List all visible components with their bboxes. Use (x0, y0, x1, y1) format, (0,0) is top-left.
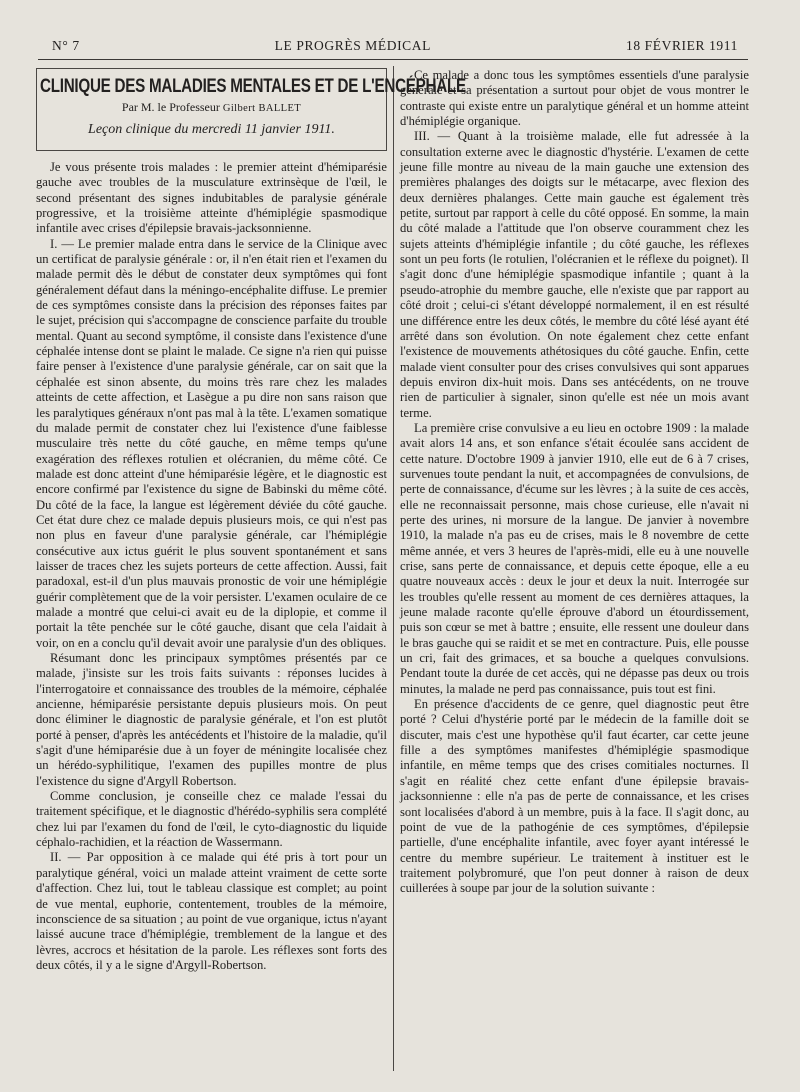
paragraph-case-1-conclusion: Comme conclusion, je conseille chez ce malade l'essai du traitement spécifique, et le diagnostic d'hérédo-syphilis sera complété chez lui par l'examen du fond de l'œil, le cyto-diagnostic du liquide céphalo-rachidien, et la réaction de Wassermann. (36, 789, 387, 850)
article-author (40, 100, 383, 116)
journal-title: LE PROGRÈS MÉDICAL (274, 38, 431, 53)
article-title: CLINIQUE DES MALADIES MENTALES ET DE L'ENCÉPHALE (40, 75, 466, 97)
paragraph-case-2-summary: Ce malade a donc tous les symptômes essentiels d'une paralysie générale et sa présentation a surtout pour objet de vous montrer le contraste qui existe entre un paralytique général et un homme atteint d'hémiplégie organique. (400, 68, 749, 129)
running-header (52, 38, 738, 56)
paragraph-case-2: II. — Par opposition à ce malade qui été pris à tort pour un paralytique général, voici un malade atteint vraiment de cette sorte d'affection. Chez lui, tout le tableau classique est complet; au point de vue mental, euphorie, contentement, troubles de la mémoire, inconscience de sa situation ; au point de vue organique, ictus n'ayant laissé aucune trace d'hémiplégie, tremblement de la langue et des lèvres, accrocs et hésitation de la parole. Les réflexes sont forts des deux côtés, il y a le signe d'Argyll-Robertson. (36, 850, 387, 972)
paragraph-case-3-diagnosis: En présence d'accidents de ce genre, quel diagnostic peut être porté ? Celui d'hystérie porté par le médecin de la famille doit se discuter, mais c'est une hypothèse qu'il faut écarter, car cette jeune fille a des symptômes manifestes d'hémiplégie spasmodique infantile, en même temps que des crises comitiales nocturnes. Il s'agit en réalité chez cette enfant d'une épilepsie bravais-jacksonnienne : elle n'a pas de perte de connaissance, et les crises sont localisées d'abord à un membre, puis à la face. Il s'agit donc, au point de vue de la pathogénie de ces symptômes, d'épilepsie partielle, d'une encéphalite infantile, avec foyer ayant intéressé le centre du membre supérieur. Le traitement à instituer est le traitement polybromuré, que l'on peut donner à raison de deux cuillerées à soupe par jour de la solution suivante : (400, 697, 749, 896)
right-column (400, 68, 749, 1083)
paragraph-intro: Je vous présente trois malades : le premier atteint d'hémiparésie gauche avec troubles de la musculature extrinsèque de l'œil, le second présentant des signes indubitables de paralysie générale progressive, et la troisième atteinte d'hémiplégie spasmodique infantile avec crises d'épilepsie bravais-jacksonnienne. (36, 160, 387, 236)
left-column (36, 68, 466, 1083)
article-title-box (36, 68, 466, 151)
left-column-flow (36, 160, 387, 973)
author-prefix: Par M. le Professeur (121, 100, 220, 114)
paragraph-case-1-summary: Résumant donc les principaux symptômes présentés par ce malade, j'insiste sur les trois faits suivants : réponses lucides à l'interrogatoire et connaissance des troubles de la mémoire, céphalée ancienne, hémiparésie persistante depuis plusieurs mois. On peut donc éliminer le diagnostic de paralysie générale, et l'on est plutôt porté à penser, d'après les antécédents et l'histoire de la maladie, qu'il s'agit d'une hémiparésie due à un foyer de méningite localisée chez un hérédo-syphilitique, l'examen des pupilles montre de plus l'existence du signe d'Argyll Robertson. (36, 651, 387, 788)
author-name: Gilbert BALLET (222, 103, 302, 114)
lecture-date: Leçon clinique du mercredi 11 janvier 1911. (88, 122, 335, 137)
issue-number: N° 7 (52, 38, 80, 53)
column-rule (393, 66, 394, 1071)
issue-date: 18 FÉVRIER 1911 (625, 38, 738, 53)
paragraph-case-3: III. — Quant à la troisième malade, elle fut adressée à la consultation externe avec le diagnostic d'hystérie. L'examen de cette jeune fille montre au niveau de la main gauche une extension des premières phalanges des doigts sur le métacarpe, avec flexion des deux dernières phalanges. Cette main gauche est également très petite, surtout par rapport à celle du côté opposé. En somme, la main du côté malade a l'attitude que l'on observe couramment chez les sujets atteints d'hémiplégie infantile ; du côté gauche, les réflexes sont un peu forts (le rotulien, l'olécranien et le réflexe du poignet). Il s'agit donc d'une hémiplégie spasmodique infantile ; quant à la pseudo-atrophie du membre gauche, elle n'existe que par rapport au côté droit ; celui-ci s'étant développé normalement, il en est résulté une différence entre les deux côtés, le membre du côté lésé ayant été arrêté dans son évolution. On note également chez cette enfant l'existence de mouvements athétosiques du côté gauche. Enfin, cette malade vient consulter pour des crises convulsives qui sont apparues depuis environ dix-huit mois. Dans ses antécédents, on ne trouve rien de particulier à signaler, sinon qu'elle est née un mois avant terme. (400, 129, 749, 420)
paragraph-case-3-crises: La première crise convulsive a eu lieu en octobre 1909 : la malade avait alors 14 ans, et son enfance s'était écoulée sans accident de cette nature. D'octobre 1909 à janvier 1910, elle eut de 6 à 7 crises, survenues toute pendant la nuit, et accompagnées de convulsions, de perte de connaissance, d'écume sur les lèvres ; à la suite de ces accès, elle ne reconnaissait personne, mais chose curieuse, elle n'avait ni perte des urines, ni morsure de la langue. De janvier à novembre 1910, la malade n'a pas eu de crises, mais le 8 novembre de cette même année, et vers 3 heures de l'après-midi, elle eu à une nouvelle crise, sans perte de connaissance, et depuis cette époque, elle a eu quatre nouveaux accès : deux le jour et deux la nuit. Interrogée sur les troubles qu'elle ressent au moment de ces dernières attaques, la jeune malade raconte qu'elle éprouve d'abord un étourdissement, puis son cœur se met à battre ; ensuite, elle ressent une douleur dans le bras gauche qui se raidit et se met en contracture. Puis, elle pousse un cri, fait des grimaces, et sa bouche a quelques convulsions. Pendant toute la durée de cet accès, qui ne dépasse pas deux ou trois minutes, la malade ne perd pas connaissance, puis tout est fini. (400, 420, 749, 696)
header-rule (38, 59, 748, 60)
paragraph-case-1: I. — Le premier malade entra dans le service de la Clinique avec un certificat de paralysie générale : or, il n'en était rien et l'examen du malade permit dès le début de constater deux symptômes qui font généralement défaut dans la méningo-encéphalite diffuse. Le premier de ces symptômes consiste dans la précision des réponses faites par le sujet, précision qui s'accompagne de conscience parfaite du trouble mental. Quant au second symptôme, il consiste dans l'existence d'une céphalée intense dont se plaint le malade. Ce signe n'a rien qui puisse faire penser à l'existence d'une paralysie générale, car on sait que la céphalée est sinon absente, du moins très rare chez les malades atteints de cette affection, et Lasègue a pu dire non sans raison que les paralytiques généraux n'ont pas mal à la tête. L'examen somatique du malade permit de constater chez lui l'existence d'une faiblesse musculaire très nette du côté gauche, en même temps qu'une exagération des réflexes rotulien et olécranien, du même côté. Ce malade est donc atteint d'une hémiparésie légère, et le diagnostic est encore confirmé par l'existence du signe de Babinski du même côté. Du côté de la face, la langue est légèrement déviée du côté gauche. Cet état dure chez ce malade depuis plusieurs mois, ce qui n'est pas non plus en faveur d'une paralysie générale, car l'hémiplégie consécutive aux ictus guérit le plus souvent spontanément et sans laisser de traces chez les sujets porteurs de cette affection. Aussi, fait paradoxal, est-il d'un plus mauvais pronostic de voir une hémiplégie guérir complètement que de la voir persister. L'examen oculaire de ce malade a montré que celui-ci avait eu de la diplopie, et comme il portait la tête penchée sur le côté gauche, disant que cela l'aidait à voir, on en a conclu qu'il devait avoir une paralysie d'un des obliques. (36, 236, 387, 650)
